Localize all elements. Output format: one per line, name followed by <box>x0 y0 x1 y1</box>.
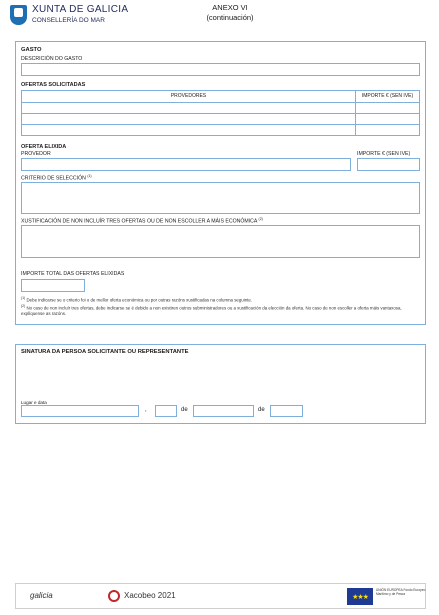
footnote-1-text: Debe indicarse se o criterio foi o de mellor oferta económica ou por outras razóns xustificadas na columna seguinte. <box>26 297 253 303</box>
justification-note-ref: (2) <box>258 217 263 221</box>
department-name: CONSELLERÍA DO MAR <box>32 17 105 24</box>
description-label: DESCRICIÓN DO GASTO <box>21 56 83 62</box>
de-separator-2: de <box>258 407 265 413</box>
provider-cell[interactable] <box>22 125 356 135</box>
justification-label-text: XUSTIFICACIÓN DE NON INCLUÍR TRES OFERTAS OU DE NON ESCOLLER A MÁIS ECONÓMICA <box>21 218 258 225</box>
expense-title: GASTO <box>21 47 42 53</box>
provider-label: PROVEDOR <box>21 151 51 157</box>
column-header-providers: PROVEDORES <box>22 91 356 102</box>
table-row <box>22 113 419 124</box>
xacobeo-logo-icon <box>108 590 120 602</box>
org-name: XUNTA DE GALICIA <box>32 4 129 15</box>
footnote-2-text: No caso de non incluír tres ofertas, debe indicarse se é debido a non existiren outros subministradores ou a xustificación da elección da oferta. No caso de non escoller a oferta máis vantaxosa, explíquense as razóns. <box>21 305 402 316</box>
offers-label: OFERTAS SOLICITADAS <box>21 82 86 88</box>
provider-cell[interactable] <box>22 114 356 124</box>
month-field[interactable] <box>193 405 254 417</box>
de-separator-1: de <box>181 407 188 413</box>
place-date-label: Lugar e data <box>21 400 47 405</box>
amount-field[interactable] <box>357 158 420 171</box>
criterion-label <box>21 174 92 182</box>
justification-field[interactable] <box>21 225 420 258</box>
justification-label <box>21 217 263 225</box>
offers-table <box>21 90 420 136</box>
footnote-2 <box>21 304 421 316</box>
provider-cell[interactable] <box>22 103 356 113</box>
xacobeo-logo-text: Xacobeo 2021 <box>124 591 176 600</box>
provider-field[interactable] <box>21 158 351 171</box>
total-field[interactable] <box>21 279 85 292</box>
place-field[interactable] <box>21 405 139 417</box>
description-field[interactable] <box>21 63 420 76</box>
comma-separator: , <box>145 407 147 413</box>
footnote-1 <box>21 296 421 303</box>
amount-label: IMPORTE € (SEN IVE) <box>357 151 411 157</box>
criterion-field[interactable] <box>21 182 420 214</box>
page-footer <box>15 583 426 609</box>
galicia-logo: galicia <box>30 591 53 600</box>
page-header <box>0 0 439 30</box>
signature-title: SINATURA DA PERSOA SOLICITANTE OU REPRESENTANTE <box>21 349 189 355</box>
xunta-shield-icon <box>10 5 27 25</box>
chosen-offer-label: OFERTA ELIXIDA <box>21 144 67 150</box>
footnote-1-ref: (1) <box>21 296 26 300</box>
criterion-note-ref: (1) <box>87 174 92 178</box>
annex-subtitle: (continuación) <box>206 13 254 22</box>
table-header <box>22 91 419 102</box>
table-row <box>22 124 419 135</box>
table-row <box>22 102 419 113</box>
amount-cell[interactable] <box>356 103 419 113</box>
annex-title: ANEXO VI <box>212 3 248 12</box>
day-field[interactable] <box>155 405 177 417</box>
year-field[interactable] <box>270 405 303 417</box>
amount-cell[interactable] <box>356 114 419 124</box>
footnote-2-ref: (2) <box>21 304 26 308</box>
criterion-label-text: CRITERIO DE SELECCIÓN <box>21 175 86 182</box>
column-header-amount: IMPORTE € (SEN IVE) <box>361 93 414 99</box>
eu-flag-icon: ★★★ <box>347 588 373 605</box>
amount-cell[interactable] <box>356 125 419 135</box>
total-label: IMPORTE TOTAL DAS OFERTAS ELIXIDAS <box>21 271 125 277</box>
eu-fund-text: UNIÓN EUROPEA Fondo Europeo Marítimo y de Pesca <box>376 588 426 596</box>
